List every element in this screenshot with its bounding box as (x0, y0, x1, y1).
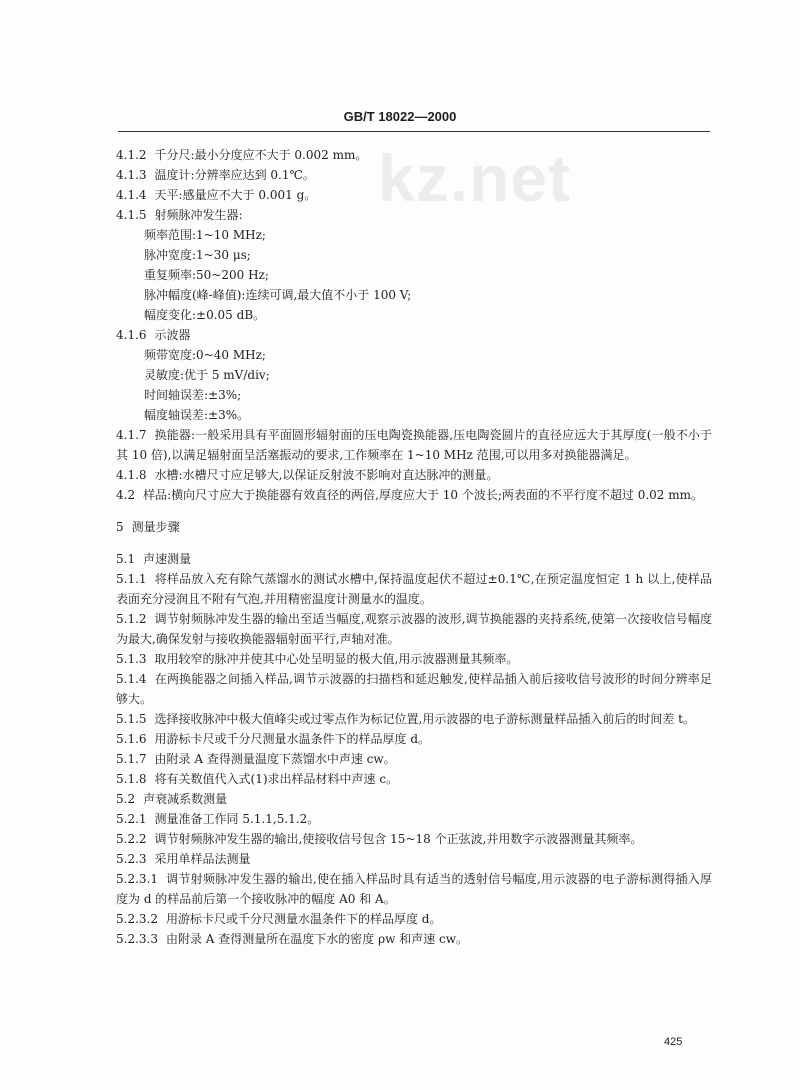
clause-text: 由附录 A 查得测量温度下蒸馏水中声速 cw。 (154, 752, 396, 766)
clause-text: 由附录 A 查得测量所在温度下水的密度 ρw 和声速 cw。 (165, 932, 469, 946)
clause-text: 测量准备工作同 5.1.1,5.1.2。 (154, 812, 320, 826)
clause-number: 5.2.1 (116, 812, 147, 826)
clause-text: 声速测量 (143, 552, 192, 566)
clause-text: 水槽:水槽尺寸应足够大,以保证反射波不影响对直达脉冲的测量。 (154, 468, 499, 482)
spec-item: 脉冲宽度:1~30 μs; (144, 248, 251, 262)
clause-text: 将样品放入充有除气蒸馏水的测试水槽中,保持温度起伏不超过±0.1℃,在预定温度恒定 1 h 以上,使样品表面充分浸润且不附有气泡,并用精密温度计测量水的温度。 (116, 572, 712, 606)
subsection-5-1 (116, 549, 712, 569)
clause-5-1-2 (116, 609, 712, 649)
clause-number: 4.1.8 (116, 468, 147, 482)
clause-number: 5.1.5 (116, 712, 147, 726)
clause-4-1-3 (116, 165, 712, 185)
clause-number: 5.1.6 (116, 732, 147, 746)
clause-5-2-2 (116, 829, 712, 849)
spec-item: 频率范围:1~10 MHz; (144, 228, 266, 242)
clause-text: 将有关数值代入式(1)求出样品材料中声速 c。 (154, 772, 399, 786)
clause-4-1-5 (116, 205, 712, 225)
clause-5-1-7 (116, 749, 712, 769)
clause-text: 温度计:分辨率应达到 0.1℃。 (154, 168, 315, 182)
clause-text: 调节射频脉冲发生器的输出至适当幅度,观察示波器的波形,调节换能器的夹持系统,使第一次接收信号幅度为最大,确保发射与接收换能器辐射面平行,声轴对准。 (116, 612, 712, 646)
clause-text: 声衰减系数测量 (143, 792, 228, 806)
clause-5-1-6 (116, 729, 712, 749)
clause-text: 换能器:一般采用具有平面圆形辐射面的压电陶瓷换能器,压电陶瓷圆片的直径应远大于其厚度(一般不小于其 10 倍),以满足辐射面呈活塞振动的要求,工作频率在 1~10 MHz 范围,可以用多对换能器满足。 (116, 428, 712, 462)
header-rule (118, 131, 710, 132)
page-header: GB/T 18022—2000 (343, 109, 457, 124)
spec-item: 时间轴误差:±3%; (144, 388, 242, 402)
clause-text: 在两换能器之间插入样品,调节示波器的扫描档和延迟触发,使样品插入前后接收信号波形的时间分辨率足够大。 (116, 672, 712, 706)
spec-item: 重复频率:50~200 Hz; (144, 268, 269, 282)
spec-item: 灵敏度:优于 5 mV/div; (144, 368, 270, 382)
spec-item: 幅度变化:±0.05 dB。 (144, 308, 266, 322)
clause-5-2-3-3 (116, 929, 712, 949)
clause-number: 5.2.3.2 (116, 912, 158, 926)
clause-4-1-6 (116, 325, 712, 345)
clause-number: 4.1.7 (116, 428, 147, 442)
clause-number: 5.2.3.3 (116, 932, 158, 946)
clause-text: 用游标卡尺或千分尺测量水温条件下的样品厚度 d。 (154, 732, 431, 746)
clause-number: 4.1.2 (116, 148, 147, 162)
clause-5-1-8 (116, 769, 712, 789)
section-heading-5 (116, 517, 712, 537)
clause-number: 4.1.6 (116, 328, 147, 342)
clause-text: 选择接收脉冲中极大值峰尖或过零点作为标记位置,用示波器的电子游标测量样品插入前后的时间差 t。 (154, 712, 696, 726)
clause-5-1-1 (116, 569, 712, 609)
spec-item: 幅度轴误差:±3%。 (144, 408, 250, 422)
clause-number: 5.1.3 (116, 652, 147, 666)
clause-5-1-5 (116, 709, 712, 729)
clause-5-1-3 (116, 649, 712, 669)
spec-item: 脉冲幅度(峰-峰值):连续可调,最大值不小于 100 V; (144, 288, 412, 302)
clause-text: 采用单样品法测量 (154, 852, 251, 866)
page-number: 425 (664, 1036, 683, 1048)
document-body (116, 145, 712, 949)
clause-number: 5.1.1 (116, 572, 147, 586)
clause-number: 5.2.2 (116, 832, 147, 846)
watermark: kz.net (378, 141, 572, 215)
clause-4-2 (116, 485, 712, 505)
clause-5-1-4 (116, 669, 712, 709)
clause-text: 示波器 (154, 328, 191, 342)
clause-number: 5.2.3 (116, 852, 147, 866)
clause-text: 调节射频脉冲发生器的输出,使在插入样品时具有适当的透射信号幅度,用示波器的电子游标测得插入厚度为 d 的样品前后第一个接收脉冲的幅度 A0 和 A。 (116, 872, 712, 906)
clause-4-1-8 (116, 465, 712, 485)
clause-number: 5.1.2 (116, 612, 147, 626)
clause-text: 取用较窄的脉冲并使其中心处呈明显的极大值,用示波器测量其频率。 (154, 652, 519, 666)
clause-number: 4.1.3 (116, 168, 147, 182)
clause-text: 调节射频脉冲发生器的输出,使接收信号包含 15~18 个正弦波,并用数字示波器测量其频率。 (154, 832, 643, 846)
clause-number: 4.1.5 (116, 208, 147, 222)
clause-text: 样品:横向尺寸应大于换能器有效直径的两倍,厚度应大于 10 个波长;两表面的不平行度不超过 0.02 mm。 (143, 488, 704, 502)
clause-number: 5.2 (116, 792, 136, 806)
clause-number: 4.2 (116, 488, 136, 502)
clause-text: 用游标卡尺或千分尺测量水温条件下的样品厚度 d。 (165, 912, 442, 926)
clause-5-2-3-2 (116, 909, 712, 929)
section-number: 5 (116, 520, 124, 534)
section-title: 测量步骤 (131, 520, 180, 534)
clause-4-1-2 (116, 145, 712, 165)
clause-number: 5.2.3.1 (116, 872, 158, 886)
clause-text: 天平:感量应不大于 0.001 g。 (154, 188, 317, 202)
clause-text: 千分尺:最小分度应不大于 0.002 mm。 (154, 148, 368, 162)
clause-4-1-4 (116, 185, 712, 205)
spec-item: 频带宽度:0~40 MHz; (144, 348, 266, 362)
clause-5-2-3 (116, 849, 712, 869)
clause-5-2-3-1 (116, 869, 712, 909)
clause-4-1-7 (116, 425, 712, 465)
clause-number: 5.1 (116, 552, 136, 566)
clause-number: 4.1.4 (116, 188, 147, 202)
clause-number: 5.1.7 (116, 752, 147, 766)
subsection-5-2 (116, 789, 712, 809)
clause-number: 5.1.8 (116, 772, 147, 786)
clause-5-2-1 (116, 809, 712, 829)
clause-number: 5.1.4 (116, 672, 147, 686)
clause-text: 射频脉冲发生器: (154, 208, 243, 222)
